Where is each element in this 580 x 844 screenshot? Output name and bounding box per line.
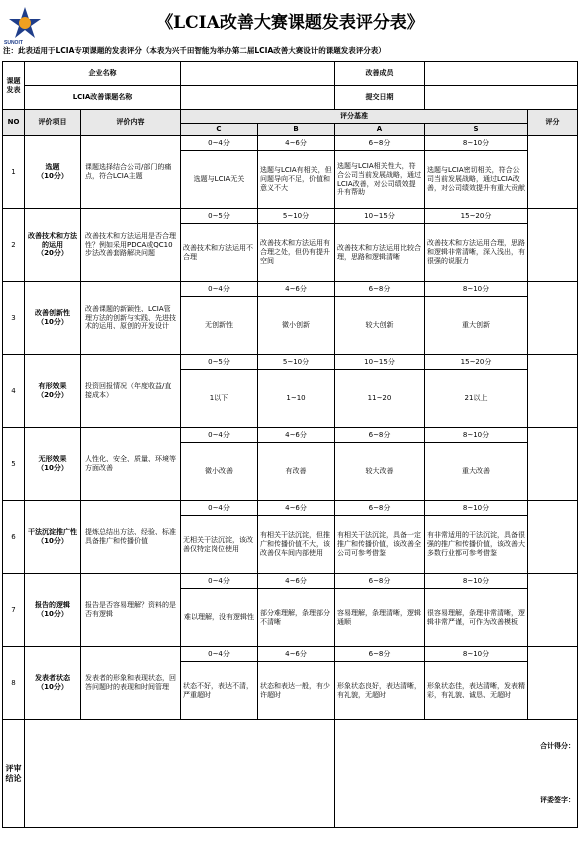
criteria-description: 形象状态佳，表达清晰，发表精彩，有礼貌、诚恳、无超时 — [425, 662, 528, 720]
item-points: （10分） — [37, 464, 68, 472]
criteria-description: 1~10 — [258, 370, 335, 428]
row-number: 3 — [3, 282, 25, 355]
score-range: 4~6分 — [258, 501, 335, 516]
criteria-description: 容易理解，条理清晰，逻辑通顺 — [335, 589, 425, 647]
criteria-description: 选题与LCIA无关 — [181, 151, 258, 209]
score-input[interactable] — [528, 355, 578, 428]
level-a: A — [335, 124, 425, 136]
score-range: 0~4分 — [181, 647, 258, 662]
item-name: 改善技术和方法的运用 — [28, 231, 77, 249]
score-range: 8~10分 — [425, 501, 528, 516]
review-label: 评审结论 — [3, 720, 25, 828]
score-range: 4~6分 — [258, 647, 335, 662]
score-input[interactable] — [528, 574, 578, 647]
criteria-description: 较大创新 — [335, 297, 425, 355]
logo-text: SUNOIT — [4, 40, 23, 46]
evaluation-item — [25, 501, 81, 574]
row-number: 4 — [3, 355, 25, 428]
header-item: 评价项目 — [25, 110, 81, 136]
criteria-description: 重大改善 — [425, 443, 528, 501]
score-range: 4~6分 — [258, 574, 335, 589]
company-value[interactable] — [181, 62, 335, 86]
item-points: （20分） — [37, 249, 68, 258]
score-range: 0~5分 — [181, 209, 258, 224]
header-criteria: 评分基准 — [181, 110, 528, 124]
evaluation-item — [25, 136, 81, 209]
company-label: 企业名称 — [25, 62, 181, 86]
evaluation-content: 人性化、安全、质量、环境等方面改善 — [81, 428, 181, 501]
evaluation-content: 课题选择结合公司/部门的痛点，符合LCIA主题 — [81, 136, 181, 209]
criteria-range-row — [3, 501, 578, 516]
criteria-description: 改善技术和方法运用有合理之处，但仍有提升空间 — [258, 224, 335, 282]
members-value[interactable] — [425, 62, 578, 86]
item-name: 选题 — [45, 163, 60, 172]
score-table — [2, 61, 578, 828]
criteria-description: 较大改善 — [335, 443, 425, 501]
row-number: 2 — [3, 209, 25, 282]
score-range: 10~15分 — [335, 355, 425, 370]
item-name: 改善创新性 — [35, 309, 70, 318]
criteria-description: 微小改善 — [181, 443, 258, 501]
item-name: 发表者状态 — [35, 674, 70, 683]
criteria-description: 很容易理解，条理非常清晰，逻辑非常严谨，可作为改善模板 — [425, 589, 528, 647]
criteria-description: 重大创新 — [425, 297, 528, 355]
criteria-description: 有相关干法沉淀，但推广和传播价值不大，该改善仅车间内部使用 — [258, 516, 335, 574]
header-content: 评价内容 — [81, 110, 181, 136]
evaluation-item — [25, 574, 81, 647]
row-number: 1 — [3, 136, 25, 209]
criteria-description: 选题与LCIA密切相关，符合公司当前发展战略，通过LCIA改善，对公司绩效提升有重大贡献 — [425, 151, 528, 209]
evaluation-item — [25, 355, 81, 428]
score-range: 8~10分 — [425, 136, 528, 151]
evaluation-content: 改善技术和方法运用是否合理性？例如采用PDCA或QC10步法改善套路解决问题 — [81, 209, 181, 282]
score-range: 6~8分 — [335, 282, 425, 297]
score-range: 15~20分 — [425, 209, 528, 224]
score-range: 5~10分 — [258, 355, 335, 370]
score-range: 0~4分 — [181, 501, 258, 516]
evaluation-item — [25, 209, 81, 282]
score-range: 15~20分 — [425, 355, 528, 370]
score-range: 8~10分 — [425, 428, 528, 443]
score-range: 5~10分 — [258, 209, 335, 224]
header-score: 评分 — [528, 110, 578, 136]
evaluation-content: 报告是否容易理解？资料的是否有逻辑 — [81, 574, 181, 647]
evaluation-item — [25, 647, 81, 720]
criteria-description: 有相关干法沉淀，具备一定推广和传播价值，该改善全公司可参考借鉴 — [335, 516, 425, 574]
score-input[interactable] — [528, 428, 578, 501]
date-value[interactable] — [425, 86, 578, 110]
criteria-description: 1以下 — [181, 370, 258, 428]
score-range: 4~6分 — [258, 136, 335, 151]
criteria-range-row — [3, 647, 578, 662]
criteria-range-row — [3, 428, 578, 443]
review-conclusion-area[interactable] — [25, 720, 335, 828]
criteria-range-row — [3, 209, 578, 224]
score-input[interactable] — [528, 501, 578, 574]
level-s: S — [425, 124, 528, 136]
criteria-description: 改善技术和方法运用合理，思路和逻辑非常清晰，深入浅出，有很强的说服力 — [425, 224, 528, 282]
members-label: 改善成员 — [335, 62, 425, 86]
score-input[interactable] — [528, 647, 578, 720]
criteria-range-row — [3, 355, 578, 370]
score-range: 6~8分 — [335, 501, 425, 516]
evaluation-content: 投资回报情况（年度收益/直接成本） — [81, 355, 181, 428]
item-points: （10分） — [37, 610, 68, 618]
level-c: C — [181, 124, 258, 136]
criteria-description: 无相关干法沉淀，该改善仅特定岗位使用 — [181, 516, 258, 574]
item-name: 无形效果 — [38, 455, 67, 464]
criteria-range-row — [3, 574, 578, 589]
date-label: 提交日期 — [335, 86, 425, 110]
criteria-range-row — [3, 282, 578, 297]
score-range: 4~6分 — [258, 428, 335, 443]
page-note: 注：此表适用于LCIA专项课题的发表评分（本表为兴千田智能为举办第二届LCIA改善大赛设计的课题发表评分表） — [3, 46, 386, 55]
score-range: 0~5分 — [181, 355, 258, 370]
score-range: 8~10分 — [425, 282, 528, 297]
criteria-description: 有改善 — [258, 443, 335, 501]
item-points: （10分） — [37, 318, 68, 326]
judge-signature-label: 评委签字： — [335, 774, 578, 828]
criteria-description: 21以上 — [425, 370, 528, 428]
item-name: 有形效果 — [38, 382, 67, 391]
score-input[interactable] — [528, 282, 578, 355]
item-points: （10分） — [37, 537, 68, 545]
criteria-description: 状态和表达一般，有少许超时 — [258, 662, 335, 720]
topic-value[interactable] — [181, 86, 335, 110]
criteria-description: 部分难理解，条理部分不清晰 — [258, 589, 335, 647]
evaluation-item — [25, 428, 81, 501]
score-range: 0~4分 — [181, 574, 258, 589]
score-range: 10~15分 — [335, 209, 425, 224]
row-number: 5 — [3, 428, 25, 501]
evaluation-content: 提炼总结出方法、经验、标准具备推广和传播价值 — [81, 501, 181, 574]
criteria-description: 选题与LCIA相关性大，符合公司当前发展战略，通过LCIA改善，对公司绩效提升有帮助 — [335, 151, 425, 209]
evaluation-item — [25, 282, 81, 355]
score-input[interactable] — [528, 136, 578, 209]
row-number: 6 — [3, 501, 25, 574]
score-range: 6~8分 — [335, 647, 425, 662]
criteria-description: 有非常适用的干法沉淀，具备很强的推广和传播价值，该改善大多数行业都可参考借鉴 — [425, 516, 528, 574]
level-b: B — [258, 124, 335, 136]
evaluation-content: 改善课题的新颖性、LCIA管理方法的创新与实践、先进技术的运用、原创的开发设计 — [81, 282, 181, 355]
criteria-description: 状态不好，表达不清，严重超时 — [181, 662, 258, 720]
score-range: 0~4分 — [181, 136, 258, 151]
score-range: 8~10分 — [425, 647, 528, 662]
item-points: （10分） — [37, 683, 68, 691]
criteria-description: 难以理解，没有逻辑性 — [181, 589, 258, 647]
item-name: 报告的逻辑 — [35, 601, 70, 610]
score-input[interactable] — [528, 209, 578, 282]
section-label: 课题发表 — [3, 62, 25, 110]
header-no: NO — [3, 110, 25, 136]
item-name: 干法沉淀推广性 — [28, 528, 77, 537]
score-range: 0~4分 — [181, 282, 258, 297]
criteria-description: 改善技术和方法运用比较合理，思路和逻辑清晰 — [335, 224, 425, 282]
row-number: 7 — [3, 574, 25, 647]
score-range: 8~10分 — [425, 574, 528, 589]
score-range: 6~8分 — [335, 428, 425, 443]
criteria-description: 形象状态良好，表达清晰，有礼貌，无超时 — [335, 662, 425, 720]
page-title: 《LCIA改善大赛课题发表评分表》 — [156, 13, 424, 33]
evaluation-content: 发表者的形象和表现状态，回答问题时的表现和时间管理 — [81, 647, 181, 720]
score-range: 0~4分 — [181, 428, 258, 443]
topic-label: LCIA改善课题名称 — [25, 86, 181, 110]
criteria-description: 微小创新 — [258, 297, 335, 355]
item-points: （20分） — [37, 391, 68, 399]
footer-row-total — [3, 720, 578, 774]
criteria-description: 11~20 — [335, 370, 425, 428]
criteria-description: 选题与LCIA有相关，但问题导向不足，价值和意义不大 — [258, 151, 335, 209]
score-range: 4~6分 — [258, 282, 335, 297]
score-range: 6~8分 — [335, 574, 425, 589]
item-points: （10分） — [37, 172, 68, 180]
criteria-description: 改善技术和方法运用不合理 — [181, 224, 258, 282]
criteria-description: 无创新性 — [181, 297, 258, 355]
row-number: 8 — [3, 647, 25, 720]
criteria-range-row — [3, 136, 578, 151]
total-score-label: 合计得分： — [335, 720, 578, 774]
score-range: 6~8分 — [335, 136, 425, 151]
